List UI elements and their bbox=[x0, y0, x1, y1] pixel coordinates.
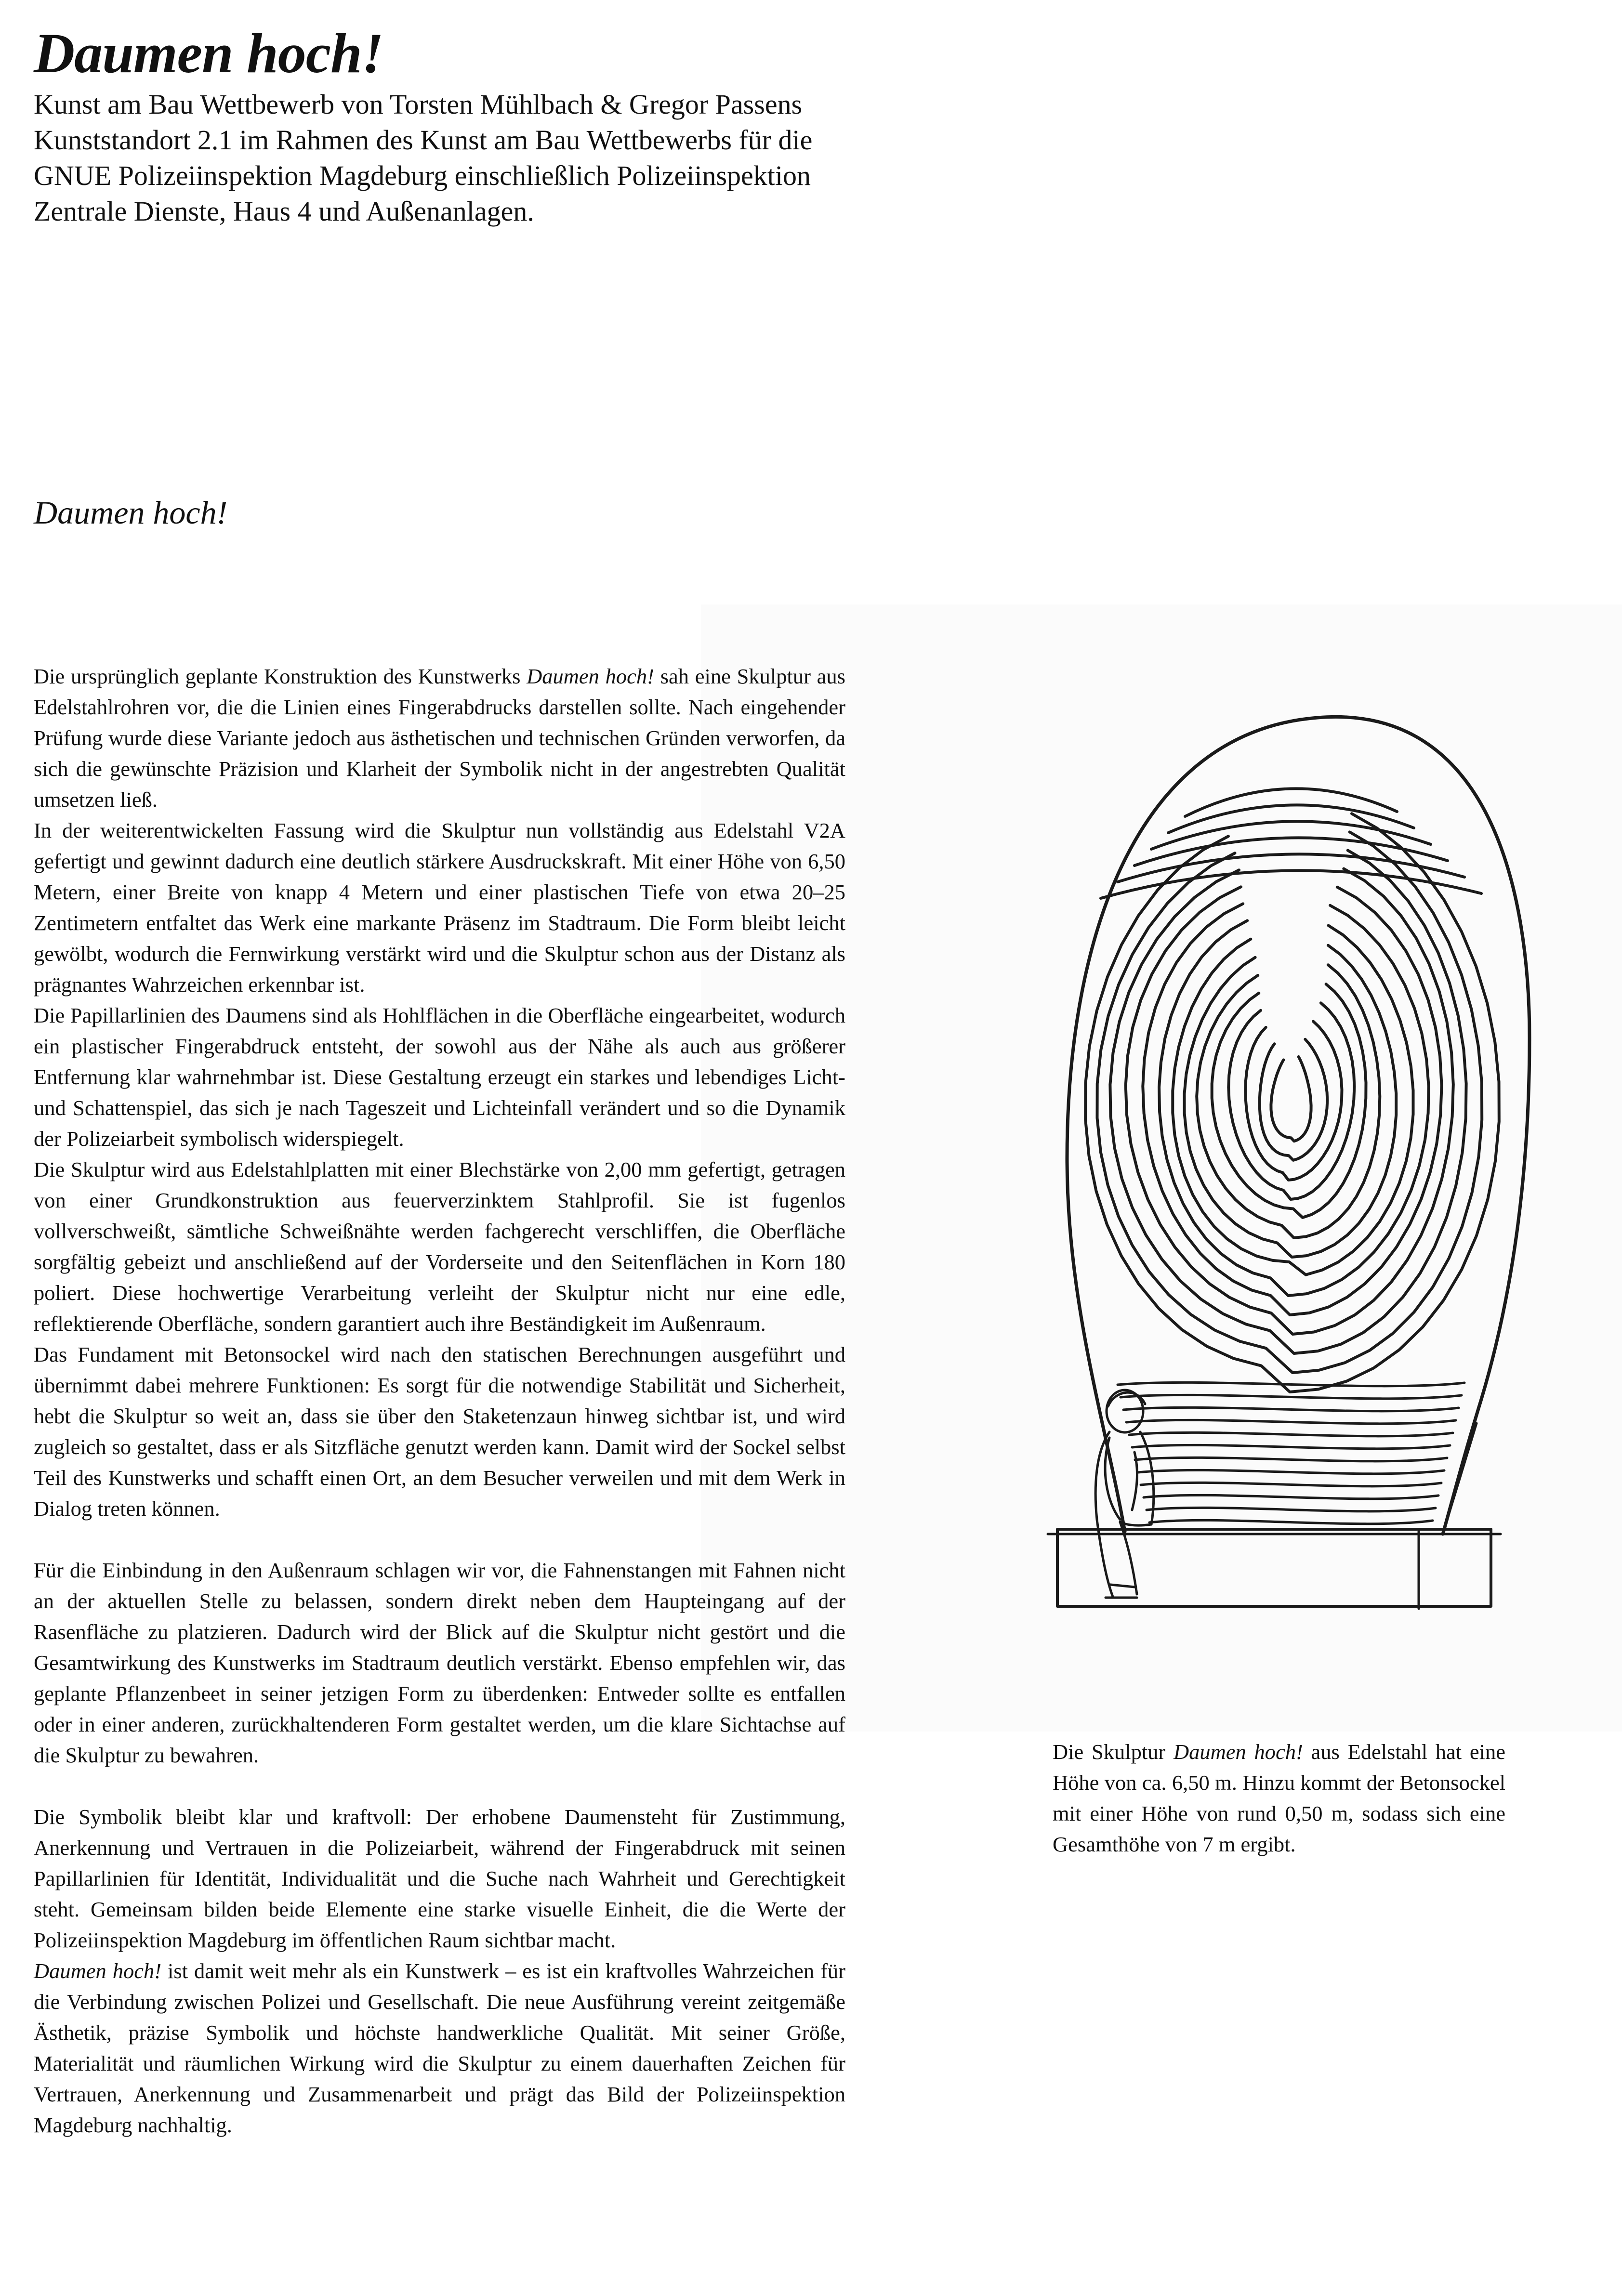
section-title: Daumen hoch! bbox=[34, 494, 228, 531]
fingerprint-ridge bbox=[1173, 926, 1413, 1275]
body-text bbox=[34, 661, 845, 2140]
fingerprint-ridge bbox=[1132, 1445, 1450, 1448]
paragraph: Die Skulptur wird aus Edelstahlplatten mit einer Blechstärke von 2,00 mm gefertigt, getragen von einer Grundkonstruktion aus feuerverzinktem Stahlprofil. Sie ist fugenlos vollverschweißt, sämtliche Schweißnähte werden fachgerecht verschliffen, die Oberfläche sorgfältig gebeizt und anschließend auf der Vorderseite und den Seitenflächen in Korn 180 poliert. Diese hochwertige Verarbeitung verleiht der Skulptur nicht nur eine edle, reflektierende Oberfläche, sondern garantiert auch ihre Beständigkeit im Außenraum. bbox=[34, 1157, 845, 1336]
paragraph: Die Symbolik bleibt klar und kraftvoll: Der erhobene Daumensteht für Zustimmung, Anerkennung und Vertrauen in die Polizeiarbeit, während der Fingerabdruck mit seinen Papillarlinien für Identität, Individualität und die Suche nach Wahrheit und Gerechtigkeit steht. Gemeinsam bilden beide Elemente eine starke visuelle Einheit, die die Werte der Polizeiinspektion Magdeburg im öffentlichen Raum sichtbar macht. bbox=[34, 1805, 845, 1952]
fingerprint-ridge bbox=[1144, 1495, 1438, 1498]
artwork-title: Daumen hoch! bbox=[1173, 1740, 1303, 1764]
fingerprint-ridge bbox=[1228, 1003, 1354, 1199]
figure-caption: Die Skulptur Daumen hoch! aus Edelstahl hat eine Höhe von ca. 6,50 m. Hinzu kommt der Betonsockel mit einer Höhe von rund 0,50 m, sodass sich eine Gesamthöhe von 7 m ergibt. bbox=[1053, 1740, 1505, 1856]
fingerprint-ridge bbox=[1147, 1508, 1436, 1511]
artwork-title: Daumen hoch! bbox=[34, 1959, 162, 1983]
fingerprint-ridge bbox=[1271, 1057, 1311, 1141]
paragraph: Das Fundament mit Betonsockel wird nach den statischen Berechnungen ausgeführt und übernimmt dabei mehrere Funktionen: Es sorgt für die notwendige Stabilität und Sicherheit, hebt die Skulptur so weit an, dass sie über den Staketenzaun hinweg sichtbar ist, und wird zugleich so gestaltet, dass er als Sitzfläche genutzt werden kann. Damit wird der Sockel selbst Teil des Kunstwerks und schafft einen Ort, an dem Besucher verweilen und mit dem Werk in Dialog treten können. bbox=[34, 1342, 845, 1521]
subtitle-line: GNUE Polizeiinspektion Magdeburg einschließlich Polizeiinspektion bbox=[34, 160, 811, 191]
fingerprint-ridge bbox=[1123, 1407, 1459, 1411]
subtitle-line: Zentrale Dienste, Haus 4 und Außenanlagen. bbox=[34, 196, 534, 227]
paragraph: Die ursprünglich geplante Konstruktion des Kunstwerks Daumen hoch! sah eine Skulptur aus Edelstahlrohren vor, die die Linien eines Fingerabdrucks darstellen sollte. Nach eingehender Prüfung wurde diese Variante jedoch aus ästhetischen und technischen Gründen verworfen, da sich die gewünschte Präzision und Klarheit der Symbolik nicht in der angestrebten Qualität umsetzen ließ. bbox=[34, 664, 845, 812]
subtitle-line: Kunststandort 2.1 im Rahmen des Kunst am Bau Wettbewerbs für die bbox=[34, 124, 813, 156]
paragraph: Daumen hoch! ist damit weit mehr als ein Kunstwerk – es ist ein kraftvolles Wahrzeichen für die Verbindung zwischen Polizei und Gesellschaft. Die neue Ausführung vereint zeitgemäße Ästhetik, präzise Symbolik und höchste handwerkliche Qualität. Mit seiner Größe, Materialität und räumlichen Wirkung wird die Skulptur zu einem dauerhaften Zeichen für Vertrauen, Anerkennung und Zusammenarbeit und prägt das Bild der Polizeiinspektion Magdeburg nachhaltig. bbox=[34, 1959, 845, 2137]
paragraph: Für die Einbindung in den Außenraum schlagen wir vor, die Fahnenstangen mit Fahnen nicht an der aktuellen Stelle zu belassen, sondern direkt neben dem Haupteingang auf der Rasenfläche zu platzieren. Dadurch wird der Blick auf die Skulptur nicht gestört und die Gesamtwirkung des Kunstwerks im Stadtraum deutlich verstärkt. Ebenso empfehlen wir, das geplante Pflanzenbeet in seiner jetzigen Form zu überdenken: Entweder sollte es entfallen oder in einer anderen, zurückhaltenderen Form gestaltet werden, um die klare Sichtachse auf die Skulptur zu bewahren. bbox=[34, 1558, 845, 1767]
artwork-title: Daumen hoch! bbox=[527, 664, 654, 688]
subtitle bbox=[34, 87, 853, 229]
fingerprint-ridge bbox=[1126, 1420, 1456, 1423]
subtitle-line: Kunst am Bau Wettbewerb von Torsten Mühlbach & Gregor Passens bbox=[34, 89, 803, 120]
thumb-outline bbox=[1067, 717, 1530, 1534]
fingerprint-ridge bbox=[1149, 1520, 1433, 1523]
fingerprint-ridge bbox=[1141, 1483, 1441, 1486]
fingerprint-ridge bbox=[1138, 1470, 1444, 1473]
fingerprint-ridge bbox=[1129, 1432, 1453, 1436]
page-title: Daumen hoch! bbox=[34, 22, 383, 85]
fingerprint-ridge bbox=[1126, 869, 1453, 1334]
paragraph: Die Papillarlinien des Daumens sind als Hohlflächen in die Oberfläche eingearbeitet, wodurch ein plastischer Fingerabdruck entsteht, der sowohl aus der Nähe als auch aus größerer Entfernung klar wahrnehmbar ist. Diese Gestaltung erzeugt ein starkes und lebendiges Licht- und Schattenspiel, das sich je nach Tageszeit und Lichteinfall verändert und so die Dynamik der Polizeiarbeit symbolisch widerspiegelt. bbox=[34, 1003, 845, 1151]
thumb-outline-inner bbox=[1443, 1423, 1477, 1534]
fingerprint-ridge bbox=[1135, 1457, 1447, 1461]
fingerprint-ridge bbox=[1097, 832, 1482, 1373]
fingerprint-ridge bbox=[1085, 813, 1499, 1392]
fingerprint-ridges bbox=[1085, 788, 1499, 1523]
fingerprint-ridge bbox=[1118, 1382, 1464, 1386]
paragraph: In der weiterentwickelten Fassung wird die Skulptur nun vollständig aus Edelstahl V2A gefertigt und gewinnt dadurch eine deutlich stärkere Ausdruckskraft. Mit einer Höhe von 6,50 Metern, einer Breite von knapp 4 Metern und einer plastischen Tiefe von etwa 20–25 Zentimetern entfaltet das Werk eine markante Präsenz im Stadtraum. Die Form bleibt leicht gewölbt, wodurch die Fernwirkung verstärkt wird und die Skulptur schon aus der Distanz als prägnantes Wahrzeichen erkennbar ist. bbox=[34, 818, 845, 997]
concrete-base bbox=[1057, 1529, 1491, 1606]
fingerprint-ridge bbox=[1121, 1395, 1462, 1398]
